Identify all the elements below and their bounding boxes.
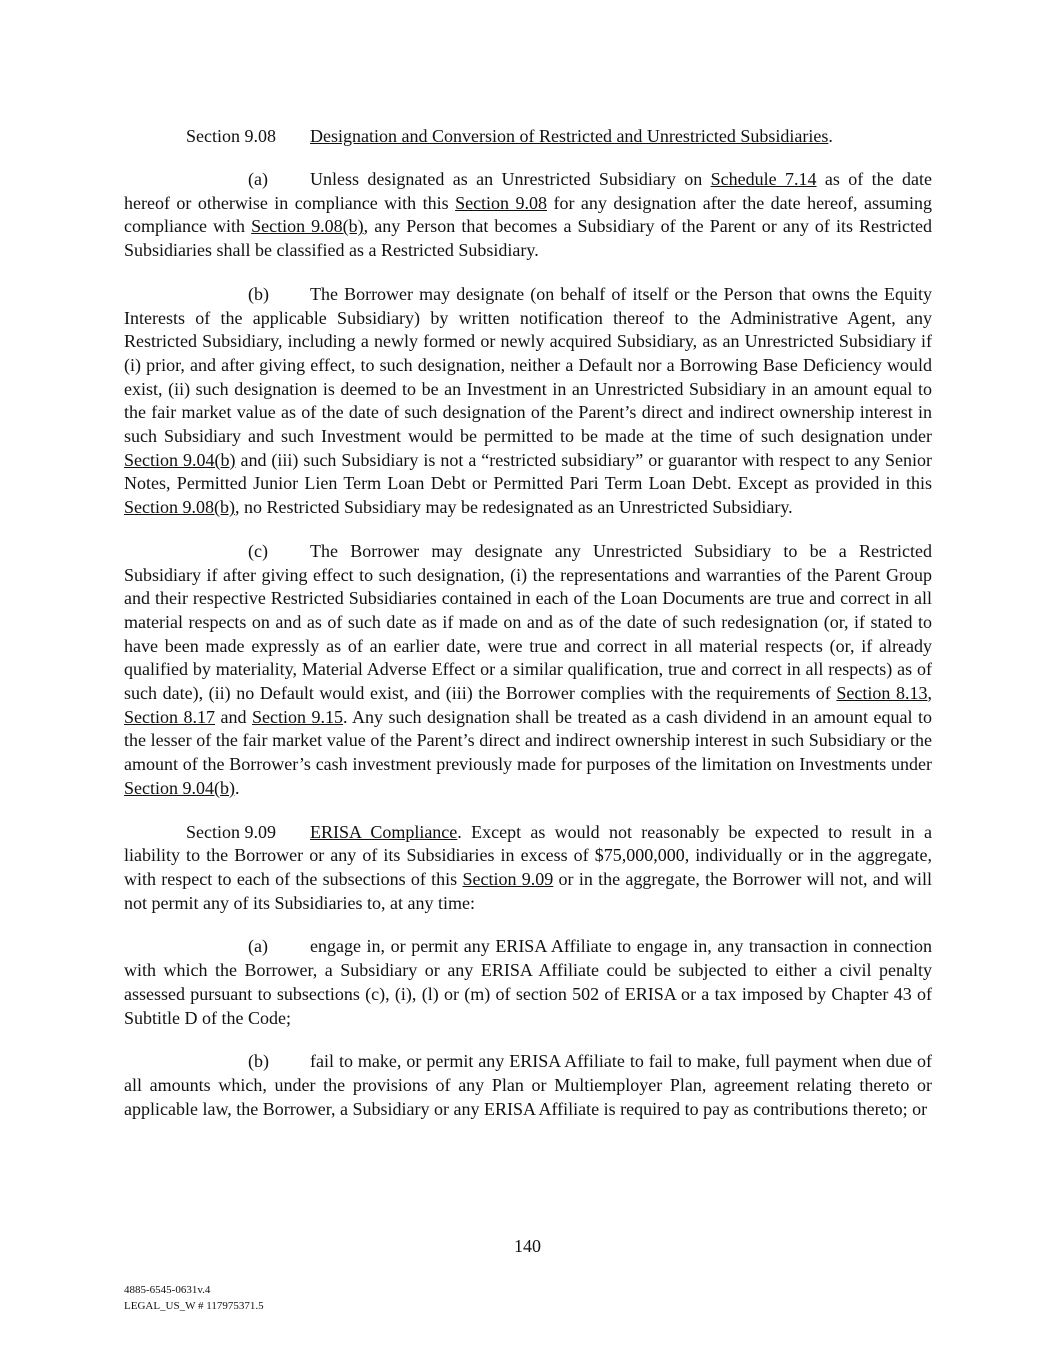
section-9-09-b: (b) fail to make, or permit any ERISA Affiliate to fail to make, full payment when due of all amounts which, under the provisions of any Plan or Multiemployer Plan, agreement relating thereto or applicable law, the Borrower, a Subsidiary or any ERISA Affiliate is required to pay as contributions thereto; or [124,1051,932,1119]
cross-reference: Section 8.13 [836,683,928,704]
section-number: Section 9.08 [186,126,276,146]
section-9-08-b: (b) The Borrower may designate (on behalf of itself or the Person that owns the Equity Interests of the applicable Subsidiary) by written notification thereof to the Administrative Agent, any Restricted Subsidiary, including a newly formed or newly acquired Subsidiary, as an Unrestricted Subsidiary if (i) prior, and after giving effect, to such designation, neither a Default nor a Borrowing Base Deficiency would exist, (ii) such designation is deemed to be an Investment in an Unrestricted Subsidiary in an amount equal to the fair market value as of the date of such designation of the Parent’s direct and indirect ownership interest in such Subsidiary and such Investment would be permitted to be made at the time of such designation under Section 9.04(b) and (iii) such Subsidiary is not a “restricted subsidiary” or guarantor with respect to any Senior Notes, Permitted Junior Lien Term Loan Debt or Permitted Pari Term Loan Debt. Except as provided in this Section 9.08(b), no Restricted Subsidiary may be redesignated as an Unrestricted Subsidiary. [124,283,932,518]
clause-label: (b) [248,283,269,304]
cross-reference: Section 9.09 [462,868,554,889]
section-9-08-c: (c) The Borrower may designate any Unrestricted Subsidiary to be a Restricted Subsidiary if after giving effect to such designation, (i) the representations and warranties of the Parent Group and their respective Restricted Subsidiaries contained in each of the Loan Documents are true and correct in all material respects on and as of such date as if made on and as of the date of such redesignation (or, if stated to have been made expressly as of an earlier date, were true and correct in all material respects (or, if already qualified by materiality, Material Adverse Effect or a similar qualification, true and correct in all respects) as of such date), (ii) no Default would exist, and (iii) the Borrower complies with the requirements of Section 8.13, Section 8.17 and Section 9.15. Any such designation shall be treated as a cash dividend in an amount equal to the lesser of the fair market value of the Parent’s direct and indirect ownership interest in such Subsidiary or the amount of the Borrower’s cash investment previously made for purposes of the limitation on Investments under Section 9.04(b). [124,540,932,798]
page-number: 140 [514,1236,541,1256]
cross-reference: Section 8.17 [124,706,215,727]
cross-reference: Section 9.15 [252,706,344,727]
section-9-09-a: (a) engage in, or permit any ERISA Affiliate to engage in, any transaction in connection with which the Borrower, a Subsidiary or any ERISA Affiliate could be subjected to either a civil penalty assessed pursuant to subsections (c), (i), (l) or (m) of section 502 of ERISA or a tax imposed by Chapter 43 of Subtitle D of the Code; [124,936,932,1028]
footer-doc-id: 4885-6545-0631v.4 [124,1284,211,1296]
cross-reference: Schedule 7.14 [710,169,817,189]
section-title: Designation and Conversion of Restricted and Unrestricted Subsidiaries [310,126,829,146]
cross-reference: Section 9.08(b) [124,497,235,518]
section-number: Section 9.09 [186,821,276,842]
clause-label: (a) [248,936,268,957]
clause-label: (b) [248,1051,269,1072]
document-footer [124,1282,264,1314]
cross-reference: Section 9.08 [455,192,548,213]
section-title: ERISA Compliance [310,821,458,842]
footer-legal-id: LEGAL_US_W # 117975371.5 [124,1300,264,1312]
cross-reference: Section 9.04(b) [124,449,236,470]
section-9-08-a: (a) Unless designated as an Unrestricted Subsidiary on Schedule 7.14 as of the date hereof or otherwise in compliance with this Section 9.08 for any designation after the date hereof, assuming compliance with Section 9.08(b), any Person that becomes a Subsidiary of the Parent or any of its Restricted Subsidiaries shall be classified as a Restricted Subsidiary. [124,169,933,261]
section-9-08-heading: Section 9.08 Designation and Conversion of Restricted and Unrestricted Subsidiaries. [186,126,833,146]
section-9-09-heading-paragraph: Section 9.09 ERISA Compliance. Except as would not reasonably be expected to result in a liability to the Borrower or any of its Subsidiaries in excess of $75,000,000, individually or in the aggregate, with respect to each of the subsections of this Section 9.09 or in the aggregate, the Borrower will not, and will not permit any of its Subsidiaries to, at any time: [124,821,933,913]
cross-reference: Section 9.08(b) [251,216,364,237]
clause-label: (c) [248,540,268,561]
clause-label: (a) [248,169,268,189]
document-body [124,124,932,1141]
cross-reference: Section 9.04(b) [124,777,235,798]
